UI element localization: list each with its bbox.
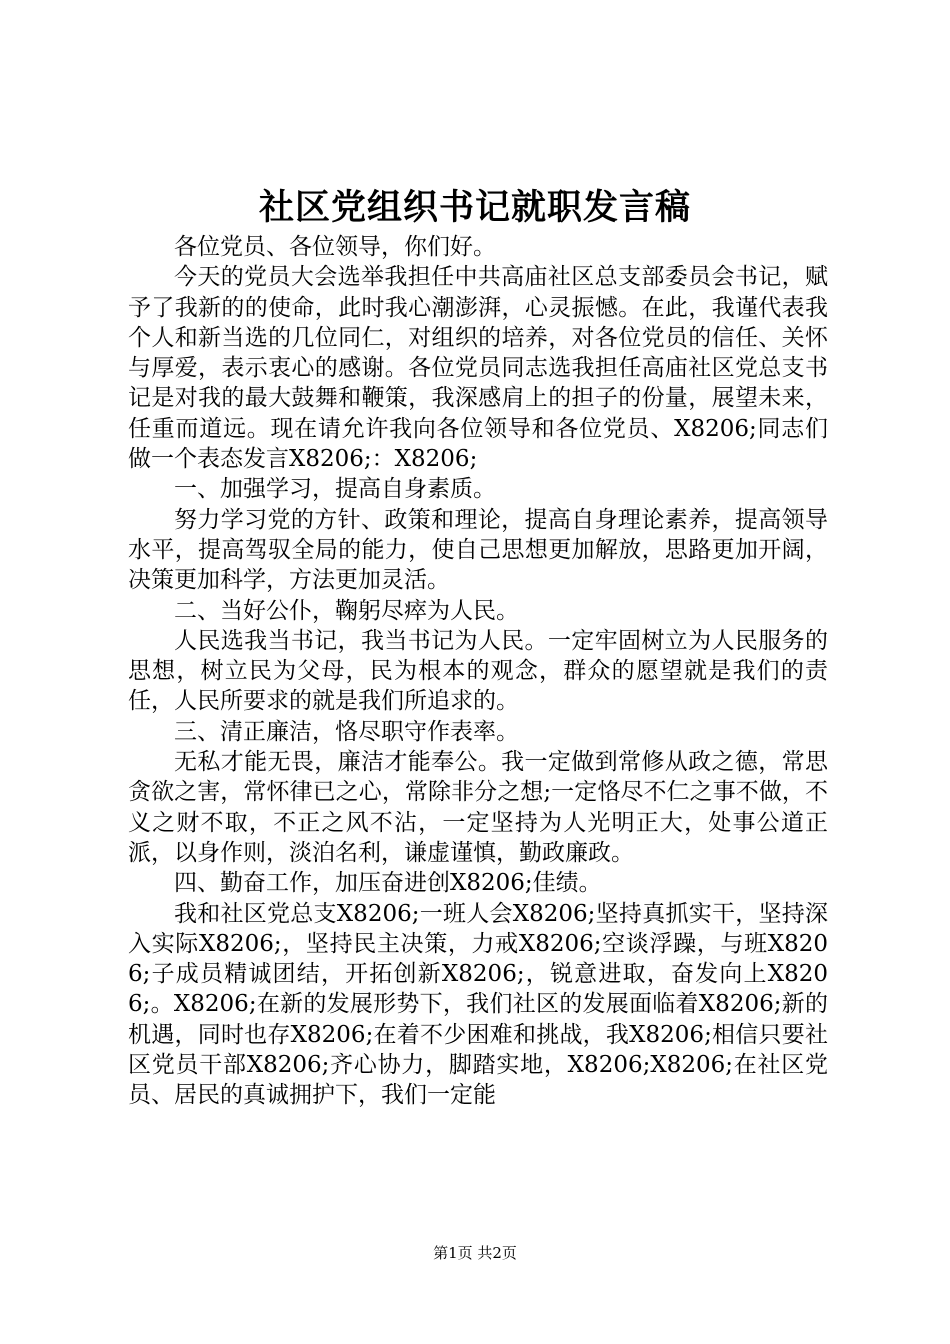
heading-point-three: 三、清正廉洁，恪尽职守作表率。	[174, 718, 519, 745]
heading-point-one: 一、加强学习，提高自身素质。	[174, 476, 496, 503]
heading-point-four: 四、勤奋工作，加压奋进创X8206;佳绩。	[174, 870, 602, 897]
paragraph-point-three: 无私才能无畏，廉洁才能奉公。我一定做到常修从政之德，常思贪欲之害，常怀律已之心，常除非分之想;一定恪尽不仁之事不做，不义之财不取，不正之风不沾，一定坚持为人光明正大，处事公道正派，以身作则，淡泊名利，谦虚谨慎，勤政廉政。	[128, 749, 828, 866]
page-footer: 第1页 共2页	[433, 1244, 517, 1262]
paragraph-point-one: 努力学习党的方针、政策和理论，提高自身理论素养，提高领导水平，提高驾驭全局的能力，使自己思想更加解放，思路更加开阔，决策更加科学，方法更加灵活。	[128, 506, 828, 594]
paragraph-introduction: 今天的党员大会选举我担任中共高庙社区总支部委员会书记，赋予了我新的的使命，此时我心潮澎湃，心灵振憾。在此，我谨代表我个人和新当选的几位同仁，对组织的培养，对各位党员的信任、关怀与厚爱，表示衷心的感谢。各位党员同志选我担任高庙社区党总支书记是对我的最大鼓舞和鞭策，我深感肩上的担子的份量，展望未来，任重而道远。现在请允许我向各位领导和各位党员、X8206;同志们做一个表态发言X8206;：X8206;	[128, 264, 828, 473]
heading-point-two: 二、当好公仆，鞠躬尽瘁为人民。	[174, 597, 519, 624]
paragraph-point-four: 我和社区党总支X8206;一班人会X8206;坚持真抓实干，坚持深入实际X8206;，坚持民主决策，力戒X8206;空谈浮躁，与班X8206;子成员精诚团结，开拓创新X8206;，锐意进取，奋发向上X8206;。X8206;在新的发展形势下，我们社区的发展面临着X8206;新的机遇，同时也存X8206;在着不少困难和挑战，我X8206;相信只要社区党员干部X8206;齐心协力，脚踏实地，X8206;X8206;在社区党员、居民的真诚拥护下，我们一定能	[128, 900, 828, 1109]
paragraph-greeting: 各位党员、各位领导，你们好。	[174, 234, 496, 260]
document-body	[128, 232, 828, 1111]
paragraph-point-two: 人民选我当书记，我当书记为人民。一定牢固树立为人民服务的思想，树立民为父母，民为根本的观念，群众的愿望就是我们的责任，人民所要求的就是我们所追求的。	[128, 627, 828, 715]
document-title: 社区党组织书记就职发言稿	[258, 187, 691, 228]
